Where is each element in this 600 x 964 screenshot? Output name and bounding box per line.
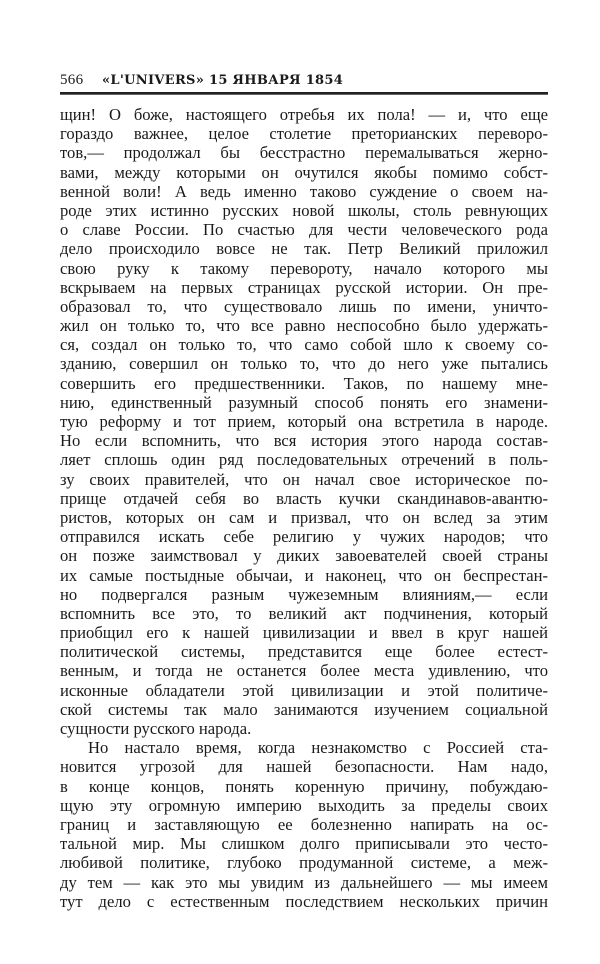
- text-line: но подвергался разным чужеземным влияниям,— если: [60, 584, 548, 604]
- text-line: зу своих правителей, что он начал свое историческое по-: [60, 469, 548, 489]
- text-line: в конце концов, понять коренную причину, побуждаю-: [60, 776, 548, 796]
- text-line: исконные обладатели этой цивилизации и этой политиче-: [60, 680, 548, 700]
- text-line: вскрываем на первых страницах русской истории. Он пре-: [60, 277, 548, 297]
- text-line: тов,— продолжал бы бесстрастно перемалываться жерно-: [60, 143, 548, 163]
- header-rule: [60, 92, 548, 95]
- text-line: дело происходило вовсе не так. Петр Великий приложил: [60, 239, 548, 259]
- text-line: любивой политике, глубоко продуманной системе, а меж-: [60, 853, 548, 873]
- text-line: совершить его предшественники. Таков, по нашему мне-: [60, 373, 548, 393]
- text-line: Но если вспомнить, что вся история этого народа состав-: [60, 431, 548, 451]
- text-line: приобщил его к нашей цивилизации и ввел в круг нашей: [60, 623, 548, 643]
- body-text: [60, 105, 548, 911]
- text-line: тую реформу и тот прием, который она встретила в народе.: [60, 412, 548, 431]
- text-line: тут дело с естественным последствием нескольких причин: [60, 891, 548, 911]
- text-line: Но настало время, когда незнакомство с Россией ста-: [88, 738, 548, 758]
- text-line: вспомнить все это, то великий акт подчинения, который: [60, 603, 548, 623]
- text-line: он позже заимствовал у диких завоевателей своей страны: [60, 546, 548, 566]
- text-line: сущности русского народа.: [60, 719, 252, 738]
- text-line: новится угрозой для нашей безопасности. Нам надо,: [60, 757, 548, 777]
- text-line: прище отдачей себя во власть кучки скандинавов-авантю-: [60, 488, 548, 508]
- text-line: венным, и тогда не останется более места удивлению, что: [60, 661, 548, 681]
- text-line: щую эту огромную империю выходить за пределы своих: [60, 795, 548, 815]
- text-line: ристов, которых он сам и призвал, что он вслед за этим: [60, 507, 548, 527]
- text-line: отправился искать себе религию у чужих народов; что: [60, 527, 548, 547]
- text-line: образовал то, что существовало лишь по имени, уничто-: [60, 296, 548, 316]
- text-line: гораздо важнее, целое столетие преторианских переворо-: [60, 124, 548, 144]
- text-line: ся, создал он только то, что само собой шло к своему со-: [60, 335, 548, 355]
- text-line: свою руку к такому перевороту, начало которого мы: [60, 258, 548, 278]
- text-line: политической системы, представится еще более естест-: [60, 642, 548, 662]
- text-line: их самые постыдные обычаи, и наконец, что он беспрестан-: [60, 565, 548, 585]
- text-line: зданию, совершил он только то, что до него уже пытались: [60, 354, 548, 374]
- text-line: нию, единственный разумный способ понять его знамени-: [60, 392, 548, 412]
- running-header: [60, 72, 548, 89]
- text-line: о славе России. По счастью для чести человеческого рода: [60, 220, 548, 240]
- text-line: ской системы так мало занимаются изучением социальной: [60, 699, 548, 719]
- text-line: роде этих истинно русских новой школы, столь ревнующих: [60, 200, 548, 220]
- text-line: щин! О боже, настоящего отребья их пола! — и, что еще: [60, 105, 548, 124]
- text-line: ляет сплошь один ряд последовательных отречений в поль-: [60, 450, 548, 470]
- text-line: жил он только то, что все равно неспособно было удержать-: [60, 316, 548, 336]
- text-line: тальной мир. Мы слишком долго приписывали это често-: [60, 834, 548, 854]
- text-line: вами, между которыми он очутился якобы помимо собст-: [60, 162, 548, 182]
- text-line: границ и заставляющую ее болезненно напирать на ос-: [60, 814, 548, 834]
- running-title: «L'UNIVERS» 15 ЯНВАРЯ 1854: [102, 73, 344, 88]
- text-line: венной воли! А ведь именно таково суждение о своем на-: [60, 181, 548, 201]
- page-number: 566: [60, 72, 84, 88]
- text-line: ду тем — как это мы увидим из дальнейшего — мы имеем: [60, 872, 548, 892]
